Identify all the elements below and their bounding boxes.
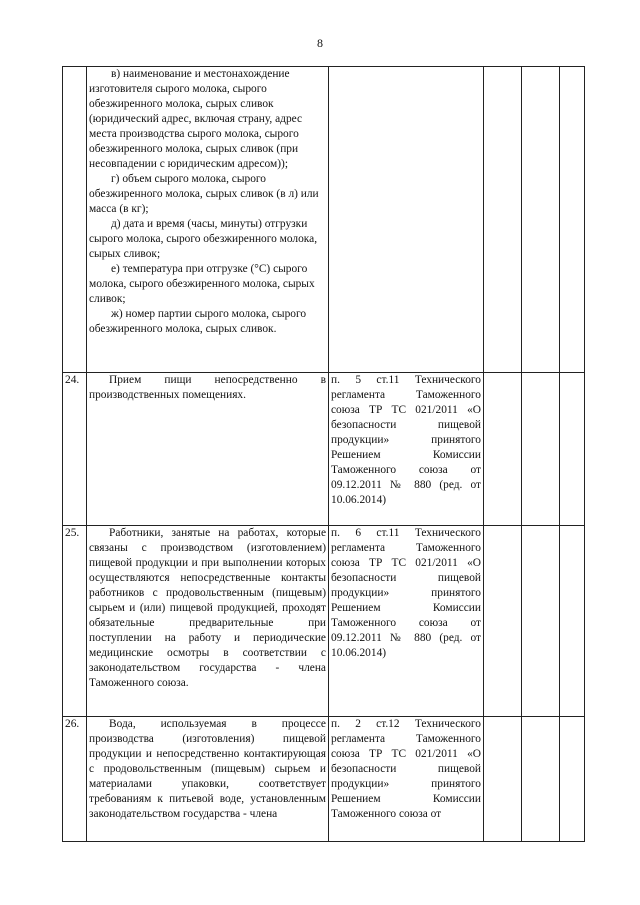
row-number: 24. [63,373,87,526]
row-number-cell [63,67,87,373]
answer-cell-no [522,67,560,373]
answer-cell-na [560,717,585,842]
reference-text: п. 6 ст.11 Технического регламента Таможенного союза ТР ТС 021/2011 «О безопасности пищевой продукции» принятого Решением Комиссии Таможенного союза от 09.12.2011 № 880 (ред. от 10.06.2014) [329,526,484,717]
table-row [63,67,585,373]
table-row [63,717,585,842]
list-item: ж) номер партии сырого молока, сырого обезжиренного молока, сырых сливок. [89,308,307,335]
list-item: д) дата и время (часы, минуты) отгрузки сырого молока, сырого обезжиренного молока, сырых сливок; [89,218,318,260]
reference-cell [329,67,484,373]
list-item: г) объем сырого молока, сырого обезжиренного молока, сырых сливок (в л) или масса (в кг); [89,173,319,215]
page-number: 8 [317,36,323,50]
row-number: 25. [63,526,87,717]
answer-cell-no [522,717,560,842]
list-item: е) температура при отгрузке (°С) сырого молока, сырого обезжиренного молока, сырых сливок; [89,263,315,305]
requirement-cell [87,717,329,842]
reference-text: п. 2 ст.12 Технического регламента Таможенного союза ТР ТС 021/2011 «О безопасности пищевой продукции» принятого Решением Комиссии Таможенного союза от [329,717,484,842]
requirement-cell [87,67,329,373]
requirement-text: Прием пищи непосредственно в производственных помещениях. [89,374,326,401]
requirement-text: Вода, используемая в процессе производства (изготовления) пищевой продукции и непосредственно контактирующая с продовольственным (пищевым) сырьем и материалами упаковки, соответствует требованиям к питьевой воде, установленным законодательством государства - члена [89,718,326,820]
reference-text: п. 5 ст.11 Технического регламента Таможенного союза ТР ТС 021/2011 «О безопасности пищевой продукции» принятого Решением Комиссии Таможенного союза от 09.12.2011 № 880 (ред. от 10.06.2014) [329,373,484,526]
answer-cell-yes [484,67,522,373]
answer-cell-na [560,67,585,373]
requirement-cell [87,373,329,526]
answer-cell-na [560,373,585,526]
answer-cell-na [560,526,585,717]
requirement-text: Работники, занятые на работах, которые связаны с производством (изготовлением) пищевой продукции и при выполнении которых осуществляются непосредственные контакты работников с продовольственным (пищевым) сырьем и (или) пищевой продукцией, проходят обязательные предварительные при поступлении на работу и периодические медицинские осмотры в соответствии с законодательством государства - члена Таможенного союза. [89,527,326,689]
answer-cell-no [522,526,560,717]
table-row [63,526,585,717]
table-row [63,373,585,526]
answer-cell-yes [484,373,522,526]
requirement-cell [87,526,329,717]
requirements-table [62,66,585,842]
answer-cell-yes [484,717,522,842]
list-item: в) наименование и местонахождение изготовителя сырого молока, сырого обезжиренного молока, сырых сливок (юридический адрес, включая страну, адрес места производства сырого молока, сырого обезжиренного молока, сырых сливок (при несовпадении с юридическим адресом)); [89,68,303,170]
row-number: 26. [63,717,87,842]
answer-cell-yes [484,526,522,717]
answer-cell-no [522,373,560,526]
